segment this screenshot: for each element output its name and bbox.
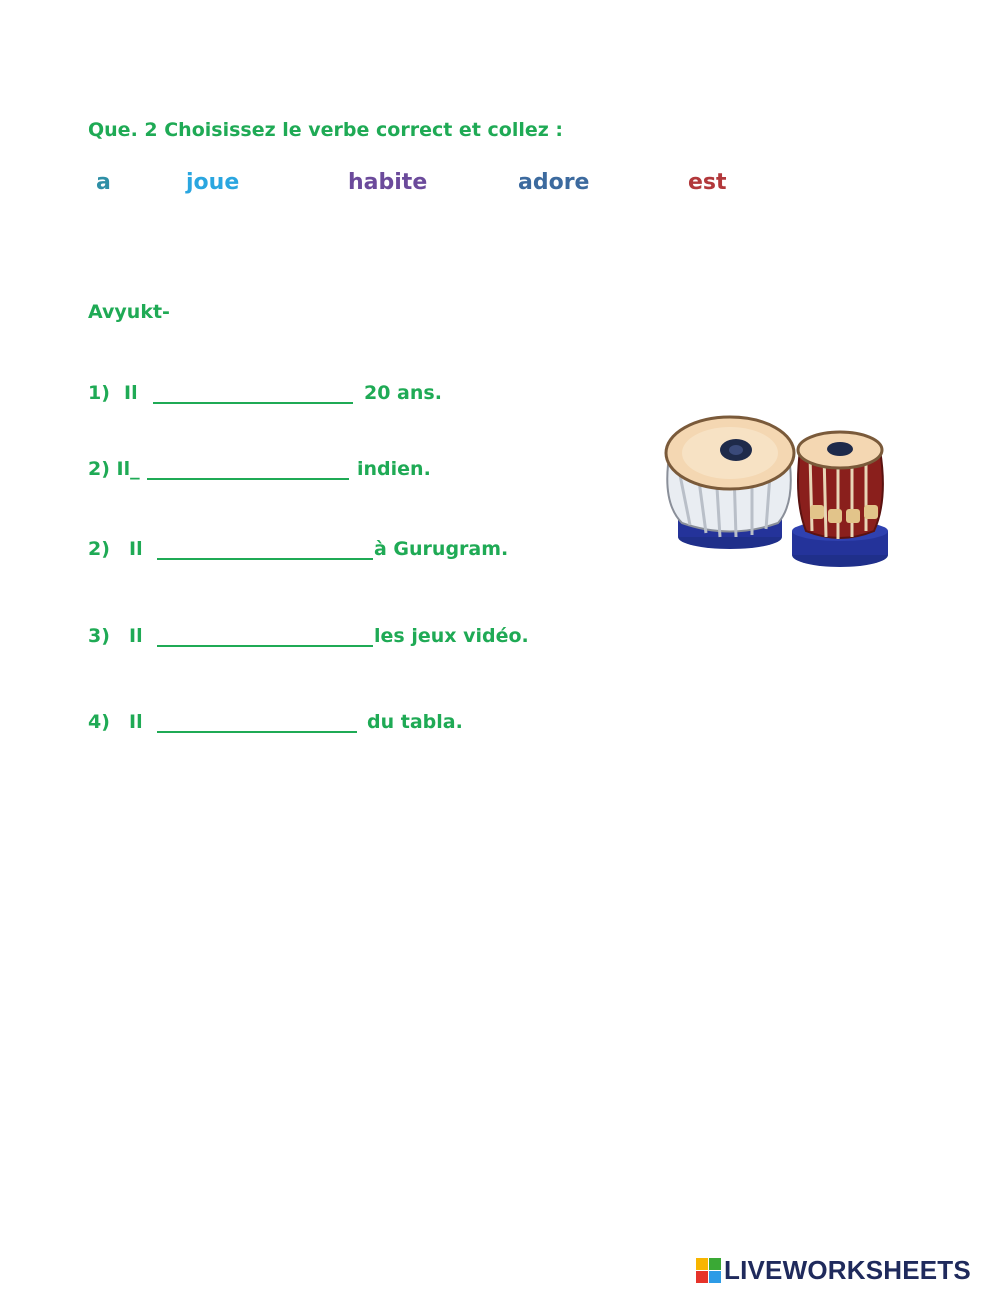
answer-blank-5[interactable]: [157, 731, 357, 733]
tabla-drums-illustration: [660, 405, 900, 575]
sentence-subject: Il: [129, 625, 143, 647]
sentence-subject: Il: [129, 711, 143, 733]
liveworksheets-logo: [696, 1254, 971, 1286]
logo-text: LIVEWORKSHEETS: [724, 1254, 971, 1285]
sentence-ending: du tabla.: [367, 711, 463, 733]
sentence-subject: Il: [129, 538, 143, 560]
sentence-subject: Il: [124, 382, 138, 404]
answer-blank-3[interactable]: [157, 558, 373, 560]
sentence-ending: à Gurugram.: [374, 538, 509, 560]
sentence-ending: 20 ans.: [364, 382, 442, 404]
word-a[interactable]: a: [96, 170, 111, 195]
answer-blank-1[interactable]: [153, 402, 353, 404]
question-title: Que. 2 Choisissez le verbe correct et collez :: [88, 119, 564, 141]
sentence-number: 2) Il_: [88, 458, 140, 480]
sentence-ending: les jeux vidéo.: [374, 625, 529, 647]
word-adore[interactable]: adore: [518, 170, 590, 195]
sentence-number: 1): [88, 382, 110, 404]
answer-blank-4[interactable]: [157, 645, 373, 647]
word-joue[interactable]: joue: [186, 170, 240, 195]
word-habite[interactable]: habite: [348, 170, 428, 195]
liveworksheets-logo-icon: [696, 1258, 721, 1283]
sentence-number: 3): [88, 625, 110, 647]
sentence-number: 2): [88, 538, 110, 560]
word-est[interactable]: est: [688, 170, 727, 195]
sentence-ending: indien.: [357, 458, 431, 480]
sentence-number: 4): [88, 711, 110, 733]
answer-blank-2[interactable]: [147, 478, 349, 480]
subject-heading: Avyukt-: [88, 301, 170, 323]
